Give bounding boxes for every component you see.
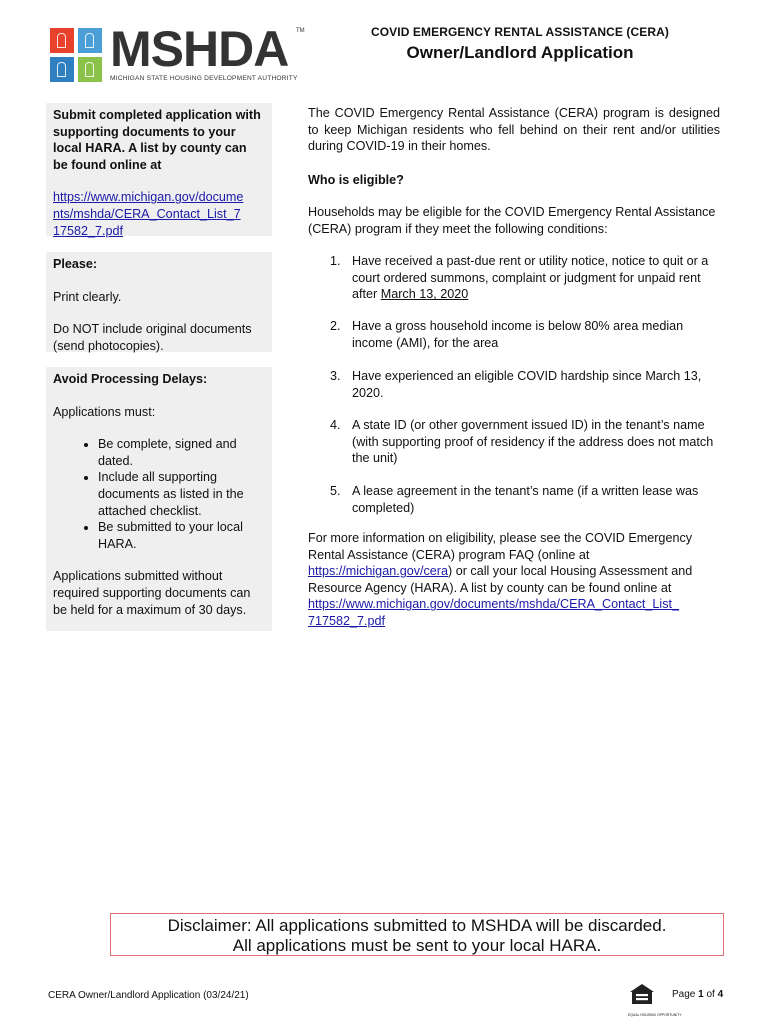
delays-bullet: • Include all supporting documents as listed in the attached checklist. — [98, 469, 264, 519]
logo-tile-lightblue — [78, 28, 102, 53]
mshda-logo — [50, 21, 308, 86]
conditions-list: 1. Have received a past-due rent or utility notice, notice to quit or a court ordered summons, complaint or judgment for unpaid rent after March 13, 2020 2. Have a gross household income is below 80% area median income (AMI), for the area 3. Have experienced an eligible COVID hardship since March 13, 2020. 4. A state ID (or other government issued ID) in the tenant’s name (with supporting proof of residency if the address does not match the unit) 5. A lease agreement in the tenant’s name (if a written lease was completed) — [330, 254, 714, 515]
delays-heading: Avoid Processing Delays: — [53, 372, 208, 386]
cera-faq-link[interactable]: https://michigan.gov/cera — [308, 564, 449, 579]
eligible-heading: Who is eligible? — [308, 173, 404, 187]
delays-intro: Applications must: — [53, 404, 156, 419]
contact-list-link[interactable]: https://www.michigan.gov/documents/mshda/CERA_Contact_List_ 717582_7.pdf — [308, 597, 679, 628]
condition-date: March 13, 2020 — [380, 287, 469, 302]
disclaimer-box — [110, 913, 724, 956]
logo-tile-blue — [50, 57, 74, 82]
logo-brand: MSHDA — [110, 21, 289, 77]
submit-text: Submit completed application with supporting documents to your local HARA. A list by county can be found online at — [53, 108, 261, 172]
delays-list — [53, 436, 264, 552]
intro-text: The COVID Emergency Rental Assistance (CERA) program is designed to keep Michigan residents who fell behind on their rent and/or utilities during COVID-19 in their homes. — [308, 106, 720, 154]
more-info: For more information on eligibility, please see the COVID Emergency Rental Assistance (CERA) program FAQ (online at https://michigan.gov/cera) or call your local Housing Assessment and Resource Agency (HARA). A list by county can be found online at https://www.michigan.gov/documents/mshda/CERA_Contact_List_ 717582_7.pdf — [308, 531, 693, 628]
intro-paragraph — [308, 105, 720, 155]
form-id: CERA Owner/Landlord Application (03/24/21) — [48, 990, 249, 1001]
delays-bullet: • Be submitted to your local HARA. — [98, 519, 264, 552]
submit-link[interactable]: https://www.michigan.gov/docume nts/mshda/CERA_Contact_List_7 17582_7.pdf — [53, 190, 244, 238]
logo-tile-red — [50, 28, 74, 53]
please-box — [46, 252, 272, 352]
page-title: Owner/Landlord Application — [406, 43, 634, 62]
eligible-intro: Households may be eligible for the COVID Emergency Rental Assistance (CERA) program if they meet the following conditions: — [308, 205, 716, 236]
submit-box — [46, 103, 272, 236]
equal-housing-icon — [628, 983, 682, 1017]
please-heading: Please: — [53, 257, 98, 271]
delays-box — [46, 367, 272, 631]
delays-bullet: • Be complete, signed and dated. — [98, 436, 264, 469]
delays-note: Applications submitted without required supporting documents can be held for a maximum of 30 days. — [53, 569, 251, 617]
eho-label: EQUAL HOUSING OPPORTUNITY — [628, 1013, 682, 1017]
please-line-1: Print clearly. — [53, 289, 122, 304]
logo-trademark: TM — [296, 28, 305, 34]
please-line-2: Do NOT include original documents (send photocopies). — [53, 322, 252, 353]
disclaimer-line-2: All applications must be sent to your local HARA. — [232, 936, 602, 955]
logo-subtitle: MICHIGAN STATE HOUSING DEVELOPMENT AUTHORITY — [110, 75, 298, 82]
program-heading: COVID EMERGENCY RENTAL ASSISTANCE (CERA) — [370, 25, 670, 39]
page-number: Page 1 of 4 — [672, 989, 724, 1000]
logo-tiles — [50, 28, 106, 84]
logo-tile-green — [78, 57, 102, 82]
disclaimer-line-1: Disclaimer: All applications submitted to MSHDA will be discarded. — [167, 916, 667, 935]
